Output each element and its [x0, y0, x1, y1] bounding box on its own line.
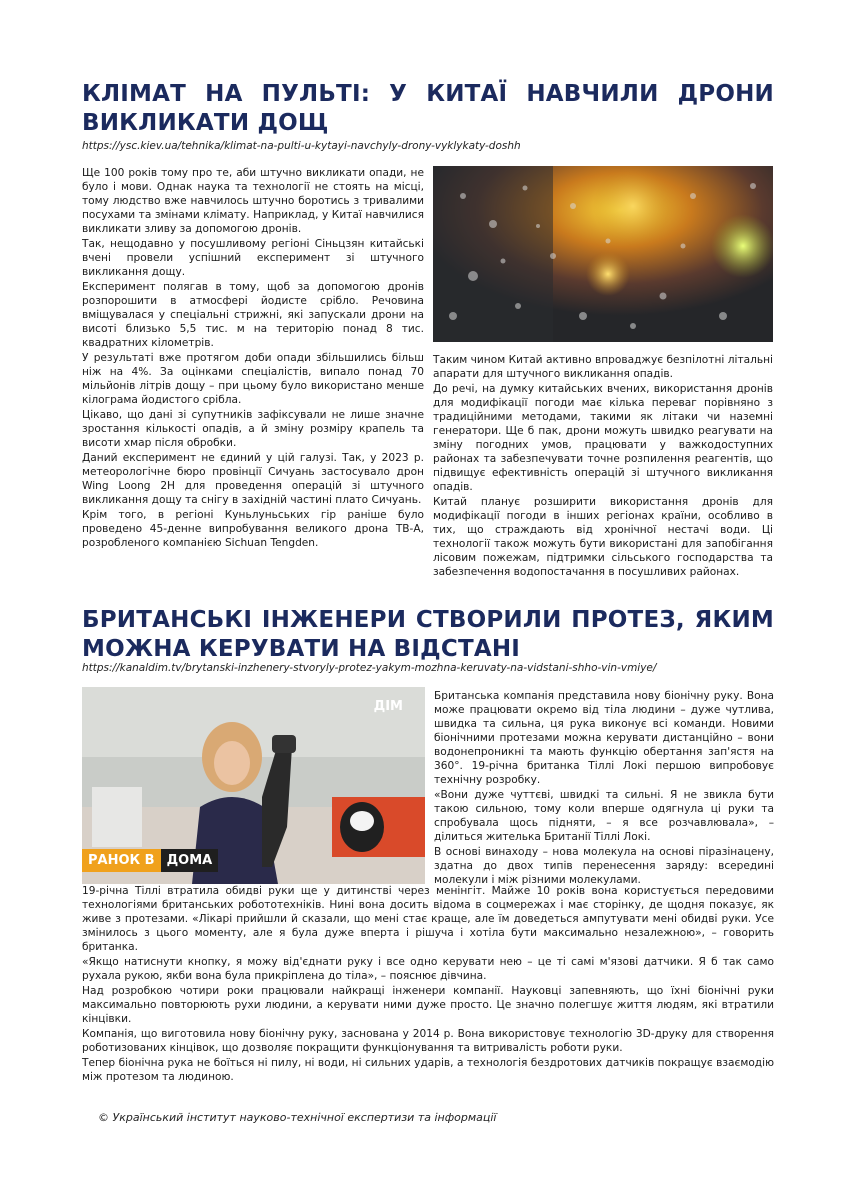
bionic-hand-photo — [82, 687, 425, 884]
rain-drops-image — [433, 166, 773, 342]
paragraph: Крім того, в регіоні Куньлуньських гір раніше було проведено 45-денне випробування великого дрона ТВ-А, розробленого компанією Sichuan Tengden. — [82, 509, 424, 549]
article2-url[interactable]: https://kanaldim.tv/brytanski-inzhenery-stvoryly-protez-yakym-mozhna-keruvaty-na-vidstani-shho-vin-vmiye/ — [82, 662, 657, 674]
banner-left: РАНОК В — [82, 849, 161, 872]
article2-right-column — [434, 689, 774, 888]
rain-drops-photo — [433, 166, 773, 342]
paragraph: В основі винаходу – нова молекула на основі піразінацену, здатна до двох типів перенесення заряду: всередині молекули і між різними молекулами. — [434, 846, 774, 886]
article1-url[interactable]: https://ysc.kiev.ua/tehnika/klimat-na-pulti-u-kytayi-navchyly-drony-vyklykaty-doshh — [82, 140, 521, 152]
article1-title: КЛІМАТ НА ПУЛЬТІ: У КИТАЇ НАВЧИЛИ ДРОНИ ВИКЛИКАТИ ДОЩ — [82, 81, 774, 136]
article1-left-column — [82, 166, 424, 551]
paragraph: Експеримент полягав в тому, щоб за допомогою дронів розпорошити в атмосфері йодисте срібло. Речовина вміщувалася у спеціальні стрижні, які запускали дрони на висоті близько 5,5 тис. м на територію понад 8 тис. квадратних кілометрів. — [82, 281, 424, 349]
banner-right: ДОМА — [161, 849, 219, 872]
paragraph: «Вони дуже чуттєві, швидкі та сильні. Я не звикла бути такою сильною, тому коли вперше одягнула ці руки та спробувала щось підняти, – я все розчавлювала», – ділиться жителька Британії Тіллі Локі. — [434, 789, 774, 843]
paragraph: 19-річна Тіллі втратила обидві руки ще у дитинстві через менінгіт. Майже 10 років вона користується передовими технологіями британських робототехніків. Нині вона досить відома в соцмережах і має сторінку, де щодня показує, як живе з протезами. «Лікарі прийшли й сказали, що мені стає краще, але їм доведеться ампутувати мені обидві руки. Усе змінилось з цього моменту, але я була дуже вперта і рішуча і хотіла бути максимально незалежною», – говорить британка. — [82, 885, 774, 953]
paragraph: Таким чином Китай активно впроваджує безпілотні літальні апарати для штучного викликання опадів. — [433, 354, 773, 380]
paragraph: Ще 100 років тому про те, аби штучно викликати опади, не було і мови. Однак наука та технології не стоять на місці, тому людство вже навчилось штучно боротись з тривалими посухами та змінами клімату. Наприклад, у Китаї навчилися викликати зливу за допомогою дронів. — [82, 167, 424, 235]
article1-right-column — [433, 353, 773, 580]
paragraph: Тепер біонічна рука не боїться ні пилу, ні води, ні сильних ударів, а технологія бездротових датчиків покращує взаємодію між протезом та людиною. — [82, 1057, 774, 1083]
paragraph: Цікаво, що дані зі супутників зафіксували не лише значне зростання кількості опадів, а й зміну розміру крапель та висоти хмар після обробки. — [82, 409, 424, 449]
paragraph: Китай планує розширити використання дронів для модифікації погоди в інших регіонах країни, особливо в тих, що страждають від хронічної нестачі води. Ці технології також можуть бути використані для запобігання лісовим пожежам, підтримки сільського господарства та забезпечення водопостачання в посушливих районах. — [433, 496, 773, 578]
article2-full-width-text — [82, 884, 774, 1085]
paragraph: «Якщо натиснути кнопку, я можу від'єднати руку і все одно керувати нею – це ті самі м'язові датчики. Я б так само рухала рукою, якби вона була прикріплена до тіла», – пояснює дівчина. — [82, 956, 774, 982]
tv-banner — [82, 848, 218, 872]
paragraph: Даний експеримент не єдиний у цій галузі. Так, у 2023 р. метеорологічне бюро провінції Сичуань застосувало дрон Wing Loong 2H для проведення операцій зі штучного викликання дощу та снігу в західній частині плато Сичуань. — [82, 452, 424, 506]
channel-logo: ДІМ — [373, 699, 403, 714]
footer-copyright: © Український інститут науково-технічної експертизи та інформації — [98, 1111, 497, 1124]
paragraph: Компанія, що виготовила нову біонічну руку, заснована у 2014 р. Вона використовує технологію 3D-друку для створення роботизованих кінцівок, що дозволяє покращити функціонування та витривалість роботи руки. — [82, 1028, 774, 1054]
article2-title: БРИТАНСЬКІ ІНЖЕНЕРИ СТВОРИЛИ ПРОТЕЗ, ЯКИМ МОЖНА КЕРУВАТИ НА ВІДСТАНІ — [82, 607, 774, 662]
paragraph: До речі, на думку китайських вчених, використання дронів для модифікації погоди має кілька переваг порівняно з традиційними методами, такими як літаки чи наземні генератори. Ще б пак, дрони можуть швидко реагувати на зміну погодних умов, працювати у важкодоступних районах та забезпечувати точне розпилення реагентів, що підвищує ефективність операцій зі штучного викликання опадів. — [433, 383, 773, 493]
paragraph: Над розробкою чотири роки працювали найкращі інженери компанії. Науковці запевняють, що їхні біонічні руки максимально повторюють рухи людини, а керувати ними дуже просто. Це значно полегшує життя людям, які втратили кінцівки. — [82, 985, 774, 1025]
paragraph: Так, нещодавно у посушливому регіоні Сіньцзян китайські вчені провели успішний експеримент зі штучного викликання дощу. — [82, 238, 424, 278]
paragraph: У результаті вже протягом доби опади збільшились більш ніж на 4%. За оцінками спеціалістів, випало понад 70 мільйонів літрів дощу – при цьому було використано менше кілограма йодистого срібла. — [82, 352, 424, 406]
paragraph: Британська компанія представила нову біонічну руку. Вона може працювати окремо від тіла людини – дуже чутлива, швидка та сильна, ця рука виконує всі команди. Новими біонічними протезами можна керувати дистанційно – вони водонепроникні та мають функцію обертання зап'ястя на 360°. 19-річна британка Тіллі Локі першою випробовує технічну розробку. — [434, 690, 774, 786]
